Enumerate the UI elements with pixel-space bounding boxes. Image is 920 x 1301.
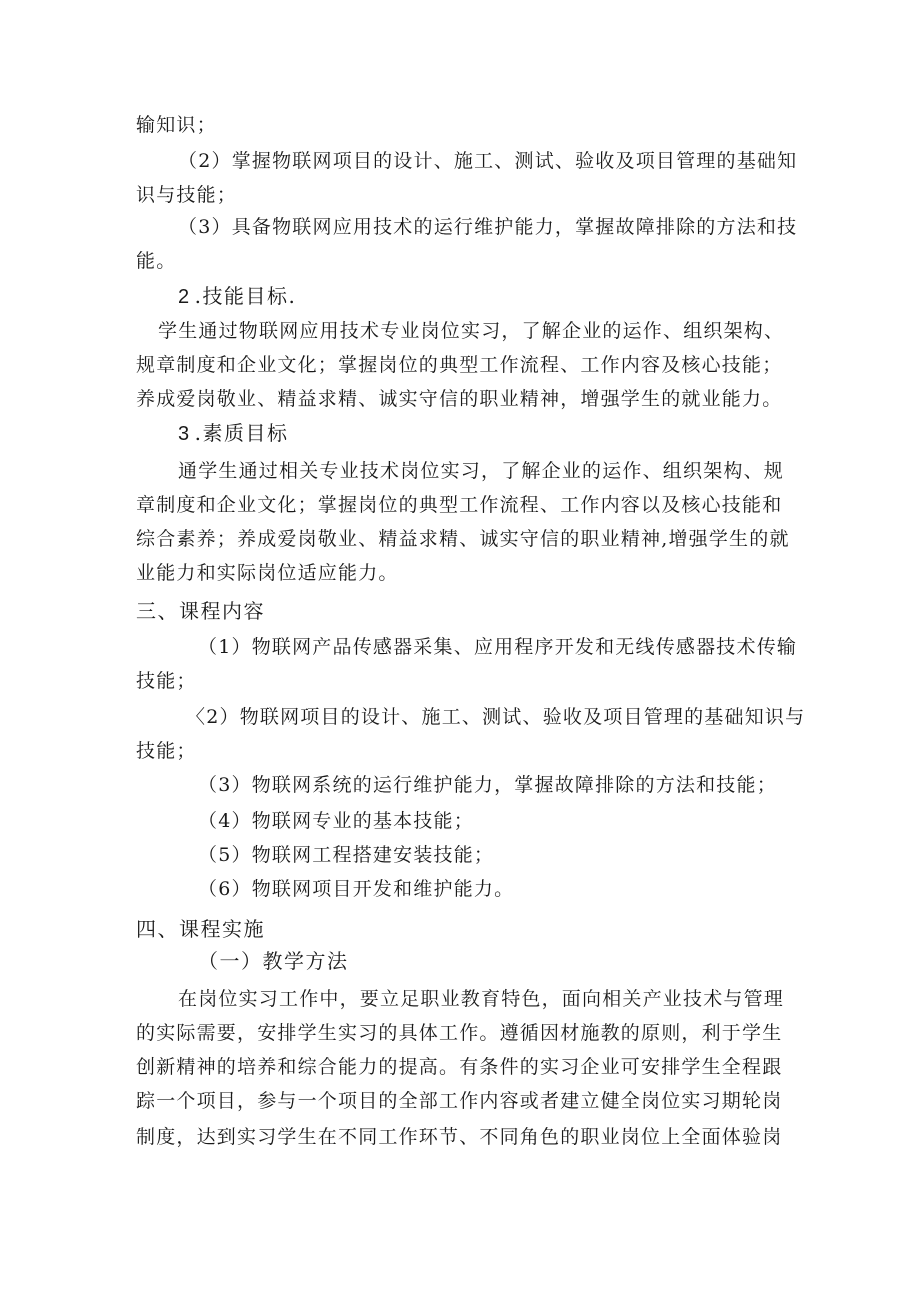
list-item: （3）物联网系统的运行维护能力，掌握故障排除的方法和技能； <box>198 774 777 796</box>
list-item: （6）物联网项目开发和维护能力。 <box>198 878 515 900</box>
section-number: 3 <box>178 423 191 445</box>
text-line: 规章制度和企业文化；掌握岗位的典型工作流程、工作内容及核心技能； <box>136 354 783 376</box>
text-line: 章制度和企业文化；掌握岗位的典型工作流程、工作内容以及核心技能和 <box>136 494 783 516</box>
section-heading-quality-goal <box>178 420 288 447</box>
section-title: .素质目标 <box>194 421 289 445</box>
section-number: 2 <box>178 286 191 308</box>
subsection-heading-teaching-method: （一）教学方法 <box>198 949 349 973</box>
list-item: 〈2）物联网项目的设计、施工、测试、验收及项目管理的基础知识与 <box>186 706 806 728</box>
text-line: 业能力和实际岗位适应能力。 <box>136 562 399 584</box>
section-heading-course-implementation: 四、课程实施 <box>136 917 265 941</box>
text-line: 学生通过物联网应用技术专业岗位实习，了解企业的运作、组织架构、 <box>158 320 785 342</box>
text-line: 踪一个项目，参与一个项目的全部工作内容或者建立健全岗位实习期轮岗 <box>136 1090 783 1112</box>
list-item: （5）物联网工程搭建安装技能； <box>198 844 495 866</box>
section-heading-course-content: 三、课程内容 <box>136 599 265 623</box>
text-line: 的实际需要，安排学生实习的具体工作。遵循因材施教的原则，利于学生 <box>136 1022 783 1044</box>
text-line: 输知识； <box>136 114 217 136</box>
text-line: 制度，达到实习学生在不同工作环节、不同角色的职业岗位上全面体验岗 <box>136 1126 783 1148</box>
section-heading-skill-goal <box>178 283 296 310</box>
list-item: （4）物联网专业的基本技能； <box>198 810 474 832</box>
text-line: 在岗位实习工作中，要立足职业教育特色，面向相关产业技术与管理 <box>178 988 785 1010</box>
text-line: 创新精神的培养和综合能力的提高。有条件的实习企业可安排学生全程跟 <box>136 1056 783 1078</box>
text-line: 养成爱岗敬业、精益求精、诚实守信的职业精神，增强学生的就业能力。 <box>136 388 783 410</box>
list-item: （1）物联网产品传感器采集、应用程序开发和无线传感器技术传输 <box>198 636 798 658</box>
text-line: 通学生通过相关专业技术岗位实习，了解企业的运作、组织架构、规 <box>178 460 785 482</box>
text-line: 技能； <box>136 670 197 692</box>
text-line: 技能； <box>136 740 197 762</box>
text-line: （3）具备物联网应用技术的运行维护能力，掌握故障排除的方法和技 <box>178 216 798 238</box>
text-line: 综合素养；养成爱岗敬业、精益求精、诚实守信的职业精神,增强学生的就 <box>136 528 790 550</box>
text-line: 能。 <box>136 250 177 272</box>
text-line: （2）掌握物联网项目的设计、施工、测试、验收及项目管理的基础知 <box>178 150 798 172</box>
text-line: 识与技能； <box>136 184 238 206</box>
section-title: .技能目标. <box>194 284 297 308</box>
